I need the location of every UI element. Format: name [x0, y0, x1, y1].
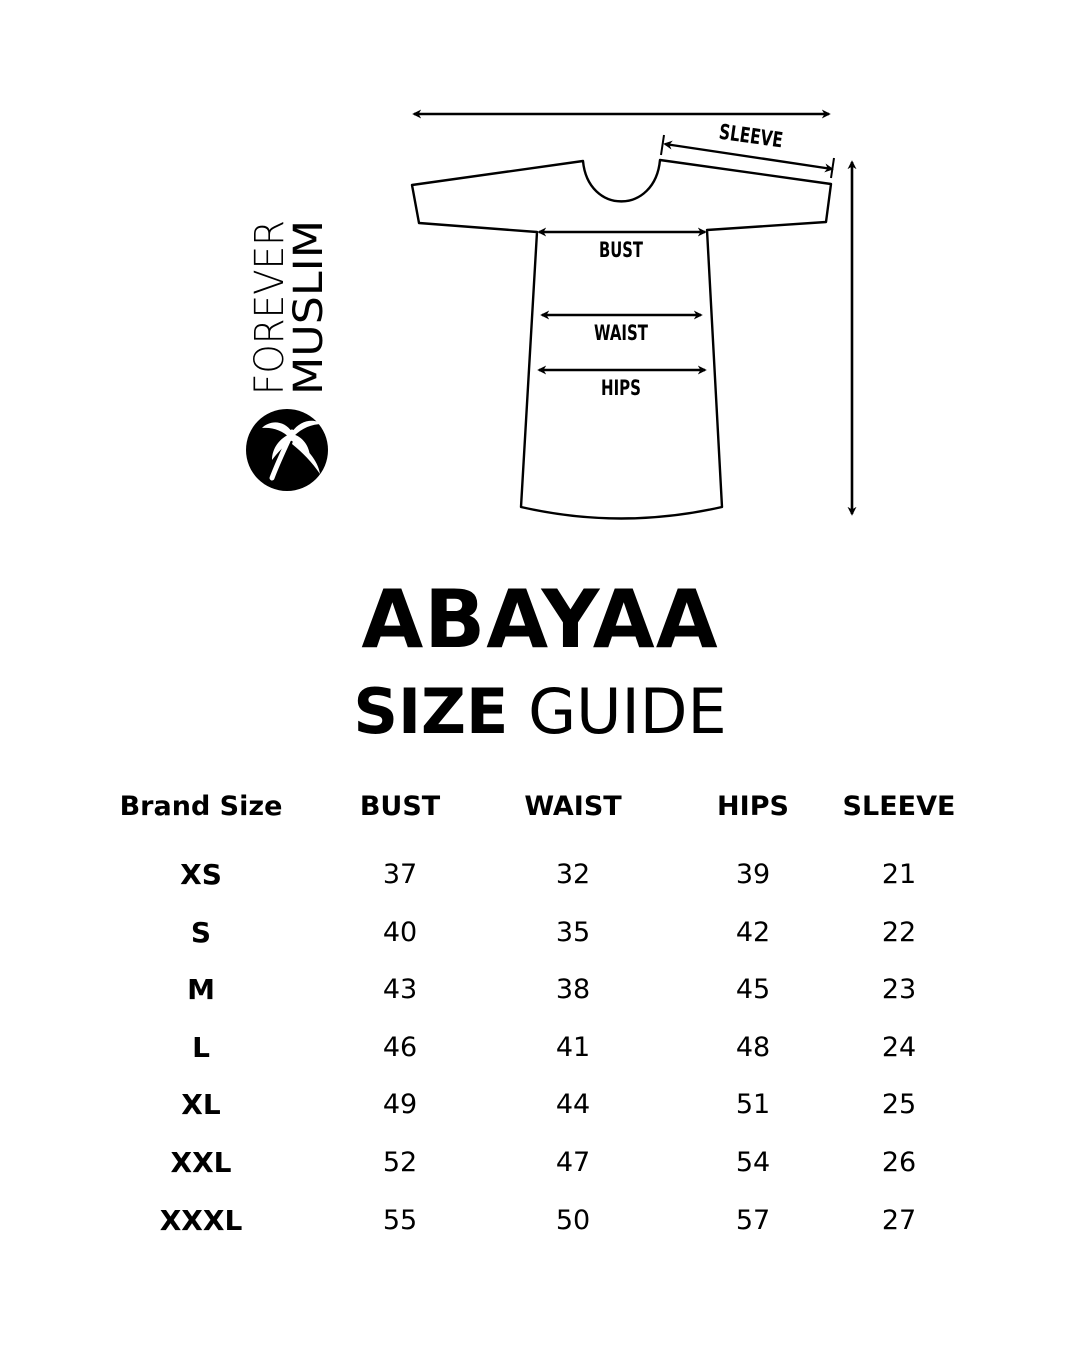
cell-bust: 43	[382, 974, 418, 1006]
cell-hips: 42	[735, 916, 771, 948]
cell-hips: 45	[735, 974, 771, 1006]
table-header-row	[0, 776, 1080, 846]
size-table	[0, 776, 1080, 1249]
brand-line-muslim: MUSLIM	[286, 237, 332, 395]
page-subtitle	[0, 672, 1080, 752]
cell-sleeve: 26	[881, 1146, 917, 1178]
cell-sleeve: 27	[881, 1204, 917, 1236]
cell-hips: 51	[735, 1089, 771, 1121]
cell-bust: 37	[382, 859, 418, 890]
cell-sleeve: 22	[881, 916, 917, 948]
cell-bust: 52	[382, 1146, 418, 1178]
cell-waist: 47	[555, 1146, 591, 1178]
cell-waist: 50	[555, 1204, 591, 1236]
cell-size: XS	[180, 858, 222, 891]
page-title: ABAYAA	[361, 573, 719, 666]
header-waist: WAIST	[524, 791, 622, 822]
table-row	[0, 1019, 1080, 1077]
cell-sleeve: 21	[881, 859, 917, 890]
cell-hips: 39	[735, 859, 771, 890]
cell-bust: 46	[382, 1031, 418, 1063]
subtitle-bold: SIZE	[353, 675, 509, 748]
cell-size: XXXL	[159, 1203, 243, 1237]
brand-logo	[246, 207, 332, 491]
cell-hips: 57	[735, 1204, 771, 1236]
cell-size: M	[187, 973, 215, 1007]
hips-label: HIPS	[601, 376, 641, 400]
cell-sleeve: 23	[881, 974, 917, 1006]
header-bust: BUST	[359, 791, 441, 822]
cell-waist: 41	[555, 1031, 591, 1063]
cell-waist: 35	[555, 916, 591, 948]
cell-size: XL	[181, 1088, 221, 1122]
cell-bust: 49	[382, 1089, 418, 1121]
cell-waist: 32	[555, 859, 591, 890]
bust-label: BUST	[599, 238, 644, 262]
table-row	[0, 1192, 1080, 1250]
table-row	[0, 1134, 1080, 1192]
cell-bust: 55	[382, 1204, 418, 1236]
garment-diagram	[0, 0, 1080, 560]
cell-size: S	[190, 915, 212, 949]
cell-sleeve: 25	[881, 1089, 917, 1121]
cell-hips: 54	[735, 1146, 771, 1178]
header-brand-size: Brand Size	[119, 791, 283, 822]
waist-label: WAIST	[594, 321, 649, 345]
header-hips: HIPS	[717, 791, 789, 822]
cell-waist: 44	[555, 1089, 591, 1121]
table-row	[0, 846, 1080, 904]
table-row	[0, 1076, 1080, 1134]
subtitle-light: GUIDE	[528, 675, 727, 748]
table-row	[0, 904, 1080, 962]
header-sleeve: SLEEVE	[842, 791, 956, 822]
cell-sleeve: 24	[881, 1031, 917, 1063]
cell-waist: 38	[555, 974, 591, 1006]
table-row	[0, 961, 1080, 1019]
sleeve-tick-left	[661, 135, 664, 155]
cell-size: XXL	[170, 1145, 232, 1179]
cell-bust: 40	[382, 916, 418, 948]
cell-hips: 48	[735, 1031, 771, 1063]
palm-tree-icon	[246, 409, 328, 491]
cell-size: L	[192, 1030, 210, 1064]
sleeve-label: SLEEVE	[717, 119, 808, 156]
brand-line-forever: FOREVER	[247, 207, 293, 395]
